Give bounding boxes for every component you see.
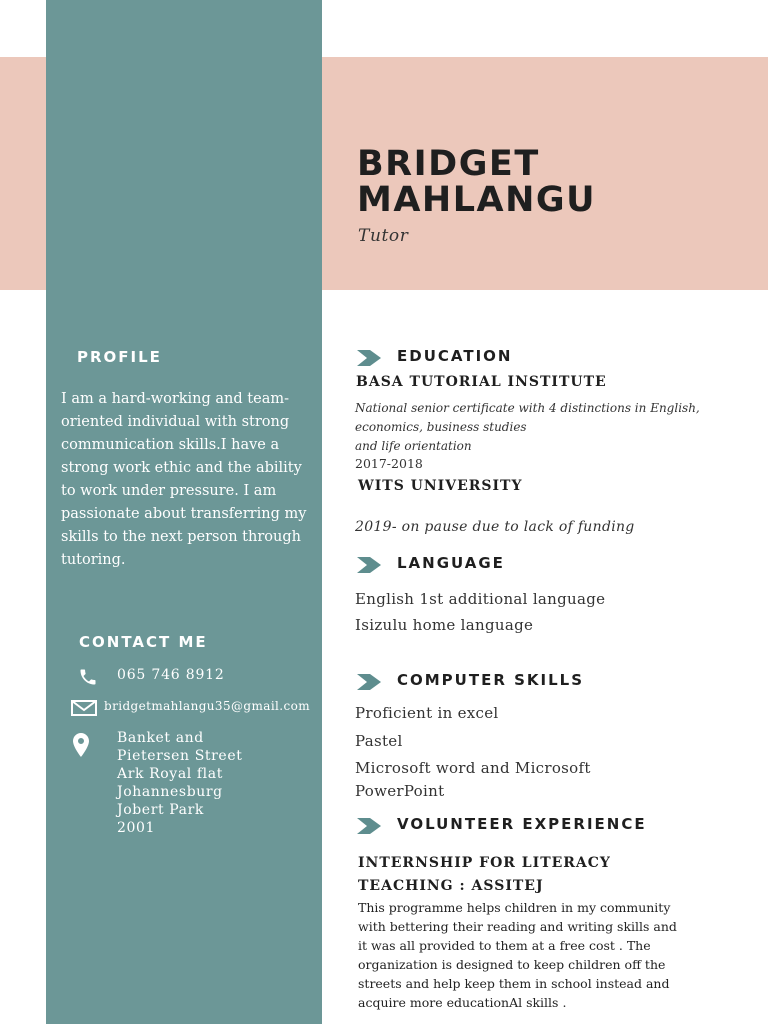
location-pin-icon bbox=[73, 733, 89, 761]
description-line: acquire more educationAl skills . bbox=[358, 995, 567, 1010]
computer-skills-heading: COMPUTER SKILLS bbox=[397, 671, 585, 689]
envelope-icon bbox=[71, 700, 97, 720]
name-line-2: MAHLANGU bbox=[357, 180, 597, 220]
language-heading: LANGUAGE bbox=[397, 554, 505, 572]
volunteer-description bbox=[358, 898, 698, 1012]
contact-heading: CONTACT ME bbox=[79, 633, 208, 651]
address-line: Jobert Park bbox=[117, 802, 204, 818]
detail-line: and life orientation bbox=[355, 439, 472, 453]
title-line: TEACHING : ASSITEJ bbox=[358, 878, 544, 894]
institution-name: WITS UNIVERSITY bbox=[358, 478, 523, 494]
description-line: with bettering their reading and writing skills and bbox=[358, 919, 677, 934]
job-title: Tutor bbox=[358, 226, 409, 246]
skill-item: Proficient in excel bbox=[355, 704, 499, 722]
skill-item: PowerPoint bbox=[355, 782, 445, 800]
description-line: organization is designed to keep children off the bbox=[358, 957, 666, 972]
address-line: Banket and bbox=[117, 730, 204, 746]
address-line: Pietersen Street bbox=[117, 748, 243, 764]
title-line: INTERNSHIP FOR LITERACY bbox=[358, 855, 611, 871]
language-item: Isizulu home language bbox=[355, 616, 534, 634]
address-line: Johannesburg bbox=[117, 784, 223, 800]
qualification-detail bbox=[355, 399, 755, 456]
profile-text: I am a hard-working and team-oriented individual with strong communication skills.I have a strong work ethic and the ability to work under pressure. I am passionate about transferring my skills to the next person through tutoring. bbox=[61, 391, 307, 568]
skill-item: Pastel bbox=[355, 732, 403, 750]
education-heading: EDUCATION bbox=[397, 347, 513, 365]
phone-number: 065 746 8912 bbox=[117, 667, 225, 683]
volunteer-role-title bbox=[358, 852, 678, 898]
address-line: 2001 bbox=[117, 820, 156, 836]
profile-heading: PROFILE bbox=[77, 348, 162, 366]
email-address[interactable]: bridgetmahlangu35@gmail.com bbox=[104, 699, 311, 713]
name-line-1: BRIDGET bbox=[357, 144, 540, 184]
language-item: English 1st additional language bbox=[355, 590, 606, 608]
volunteer-heading: VOLUNTEER EXPERIENCE bbox=[397, 815, 647, 833]
chevron-right-icon bbox=[357, 557, 381, 577]
address-block bbox=[117, 729, 242, 837]
candidate-name bbox=[357, 146, 596, 218]
description-line: This programme helps children in my community bbox=[358, 900, 671, 915]
institution-name: BASA TUTORIAL INSTITUTE bbox=[356, 374, 607, 390]
detail-line: economics, business studies bbox=[355, 420, 527, 434]
phone-icon bbox=[78, 667, 98, 691]
detail-line: National senior certificate with 4 distinctions in English, bbox=[355, 401, 700, 415]
description-line: it was all provided to them at a free cost . The bbox=[358, 938, 651, 953]
education-years: 2017-2018 bbox=[355, 456, 423, 471]
description-line: streets and help keep them in school instead and bbox=[358, 976, 670, 991]
chevron-right-icon bbox=[357, 674, 381, 694]
education-note: 2019- on pause due to lack of funding bbox=[355, 519, 635, 535]
chevron-right-icon bbox=[357, 818, 381, 838]
skill-item: Microsoft word and Microsoft bbox=[355, 759, 591, 777]
address-line: Ark Royal flat bbox=[117, 766, 223, 782]
chevron-right-icon bbox=[357, 350, 381, 370]
